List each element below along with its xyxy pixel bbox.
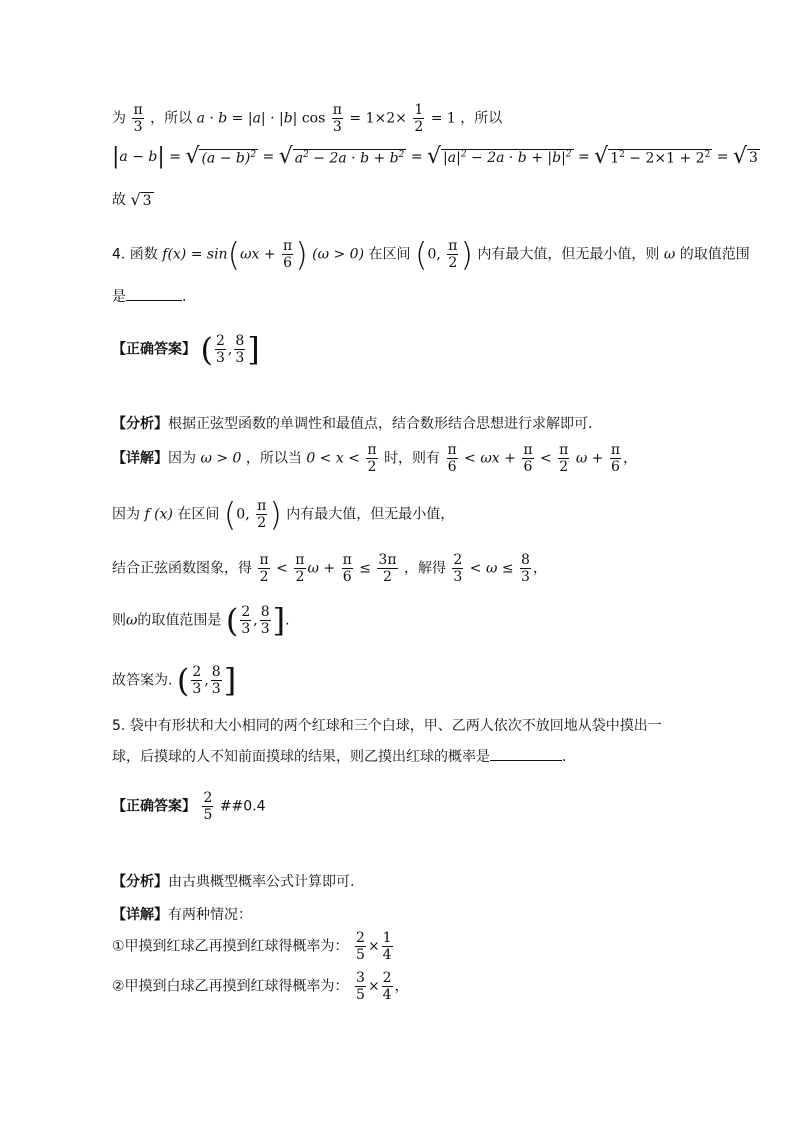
question-4-detail-line-2: 因为 f (x) 在区间 (0, $\frac{\pi}{2}$ ) 内有最大值，但无最小值，	[112, 495, 455, 534]
question-4-answer: 【正确答案】 ( $\frac{2}{3}$ , $\frac{8}{3}$ ]	[112, 330, 260, 369]
question-5-case-1: ①甲摸到红球乙再摸到红球得概率为： $\frac{2}{5}$ × $\frac{1}{4}$	[112, 930, 392, 964]
question-4-detail-line-3: 结合正弦函数图象，得 $\frac{\pi}{2}$ < $\frac{\pi}{2}$ ω + $\frac{\pi}{6}$ ≤ $\frac{3\pi}{2}$ ，解得 $\frac{2}{3}$ < ω ≤ $\frac{8}{3}$ ，	[112, 552, 547, 586]
dot-product-expr: a · b = |a| · |b|	[196, 110, 302, 127]
question-5-detail: 【详解】有两种情况：	[112, 907, 252, 923]
formula-line-1: 为 $\frac{\pi}{3}$ ，所以 a · b = |a| · |b| cos $\frac{\pi}{3}$ = 1×2× $\frac{1}{2}$ = 1 ，所以	[112, 102, 503, 136]
formula-line-2: |a − b| = √ $(a - b)^2$ = √ $a^2 - 2a \cdot b + b^2$ = √ $|a|^2 - 2a \cdot b + |b|^2$ = √ $1^2 - 2\times 1 + 2^2$ = √ 3	[112, 144, 758, 169]
question-5-stem-line-2: 球，后摸球的人不知前面摸球的结果，则乙摸出红球的概率是 ．	[112, 749, 576, 765]
question-4-final-answer: 故答案为. ( $\frac{2}{3}$ , $\frac{8}{3}$ ]	[112, 661, 237, 700]
question-5-case-2: ②甲摸到白球乙再摸到红球得概率为： $\frac{3}{5}$ × $\frac{2}{4}$ ，	[112, 970, 409, 1004]
conclusion-line: 故 √ 3	[112, 190, 152, 209]
answer-blank	[126, 300, 182, 301]
fraction-pi-over-3: $\frac{\pi}{3}$	[133, 102, 143, 136]
question-4-analysis: 【分析】根据正弦型函数的单调性和最值点，结合数形结合思想进行求解即可．	[112, 416, 602, 432]
question-5-stem: 5. 袋中有形状和大小相同的两个红球和三个白球，甲、乙两人依次不放回地从袋中摸出一	[112, 718, 662, 734]
question-4-stem: 4. 函数 f(x) = sin(ωx + $\frac{\pi}{6}$ ) (ω > 0) 在区间 (0, $\frac{\pi}{2}$ ) 内有最大值，但无最小值，则 ω 的取值范围	[112, 235, 750, 274]
question-4-detail-line-4: 则ω的取值范围是 ( $\frac{2}{3}$ , $\frac{8}{3}$ ].	[112, 601, 290, 640]
question-5-analysis: 【分析】由古典概型概率公式计算即可.	[112, 874, 355, 890]
answer-blank	[490, 760, 562, 761]
question-5-answer: 【正确答案】 $\frac{2}{5}$ ##0.4	[112, 790, 266, 824]
question-4-stem-line-2: 是 .	[112, 289, 187, 305]
question-4-detail: 【详解】因为 ω > 0 ，所以当 0 < x < $\frac{\pi}{2}$ 时，则有 $\frac{\pi}{6}$ < ωx + $\frac{\pi}{6}$ < $\frac{\pi}{2}$ ω + $\frac{\pi}{6}$ ，	[112, 442, 638, 476]
